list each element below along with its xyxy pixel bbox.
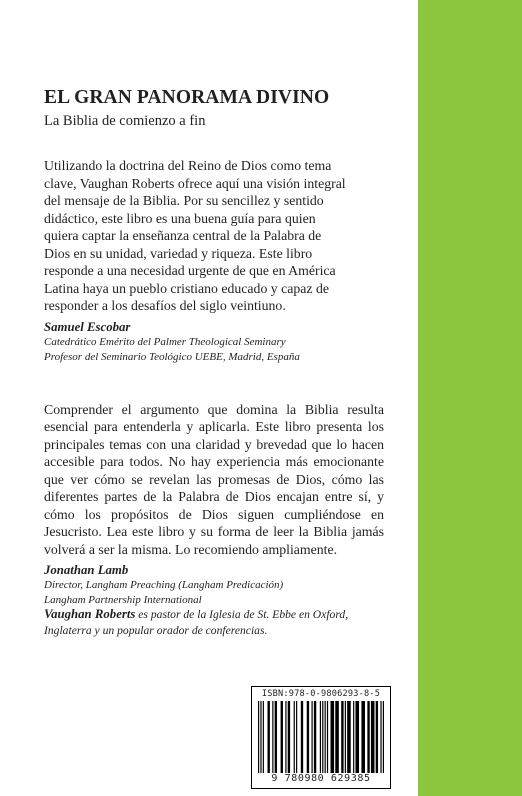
author-bio [44,606,386,639]
barcode-bar [361,701,365,773]
endorsement-line: clave, Vaughan Roberts ofrece aquí una visión integral [44,175,346,191]
barcode-bar [345,701,346,773]
isbn-barcode [251,686,391,789]
author-bio-name: Vaughan Roberts [44,607,136,621]
endorsement-line: Dios en su unidad, variedad y riqueza. Este libro [44,245,313,261]
barcode-bar [272,701,273,773]
endorsement-line: quiera captar la enseñanza central de la Palabra de [44,228,322,243]
barcode-bar [296,701,297,773]
barcode-bar [353,701,354,773]
barcode-bar [367,701,369,773]
barcode-bar [275,701,277,773]
book-title: EL GRAN PANORAMA DIVINO [44,87,330,108]
barcode-bar [376,701,378,773]
barcode-bar [371,701,375,773]
barcode-bar [322,701,323,773]
barcode-bar [335,701,339,773]
barcode-bar [301,701,303,773]
cover-text-block [44,86,384,608]
endorser-name-lamb: Jonathan Lamb [44,563,129,577]
endorsement-line: Utilizando la doctrina del Reino de Dios como tema [44,158,332,173]
barcode-bar [314,701,316,773]
barcode-bar [341,701,343,773]
barcode-bars [258,701,384,773]
endorsement-line: didáctico, este libro es una buena guía para quien [44,210,316,226]
endorsement-line: del mensaje de la Biblia. Por su sencillez y sentido [44,193,324,208]
barcode-bar [263,701,264,773]
barcode-bar [258,701,259,773]
barcode-bar [355,701,359,773]
barcode-bar [347,701,351,773]
barcode-bar [380,701,381,773]
endorsement-line: Latina haya un pueblo cristiano educado y capaz de [44,280,330,296]
barcode-bar [331,701,335,773]
endorser-role: Langham Partnership International [44,594,202,606]
endorser-name-escobar: Samuel Escobar [44,319,131,334]
endorsement-escobar-text [44,157,384,315]
endorsement-line: responde a una necesidad urgente de que en América [44,263,336,278]
endorsement-line: responder a los desafíos del siglo veintiuno. [44,298,286,313]
barcode-bar [320,701,321,773]
barcode-bar [325,701,326,773]
barcode-bar [327,701,328,773]
endorsement-lamb-text: Comprender el argumento que domina la Biblia resulta esencial para entenderla y aplicarla. Este libro presenta los principales temas con una claridad y brevedad que lo hacen accesible para todos. No hay experiencia más emocionante que ver cómo se revelan las promesas de Dios, cómo las diferentes partes de la Palabra de Dios encajan entre sí, y cómo los propósitos de Dios siguen cumpliéndose en Jesucristo. Lea este libro y su forma de leer la Biblia jamás volverá a ser la misma. Lo recomiendo ampliamente. [44,401,384,557]
book-subtitle: La Biblia de comienzo a fin [44,113,206,129]
barcode-bar [288,701,290,773]
barcode-bar [294,701,295,773]
barcode-bar [383,701,384,773]
barcode-digits: 9 780980 629385 [271,773,371,784]
barcode-bar [307,701,309,773]
barcode-bar [268,701,270,773]
barcode-bar [260,701,261,773]
barcode-bar [311,701,312,773]
barcode-bar [285,701,286,773]
barcode-bar [281,701,283,773]
green-spine-panel [418,0,522,796]
endorser-role: Catedrático Emérito del Palmer Theological Seminary [44,335,286,348]
isbn-label: ISBN:978-0-9806293-8-5 [261,689,381,699]
author-bio-text: es pastor de la Iglesia de St. Ebbe en Oxford, Inglaterra y un popular orador de conferencias. [44,608,349,637]
endorser-role: Director, Langham Preaching (Langham Predicación) [44,579,284,591]
endorser-role: Profesor del Seminario Teológico UEBE, Madrid, España [44,350,300,363]
